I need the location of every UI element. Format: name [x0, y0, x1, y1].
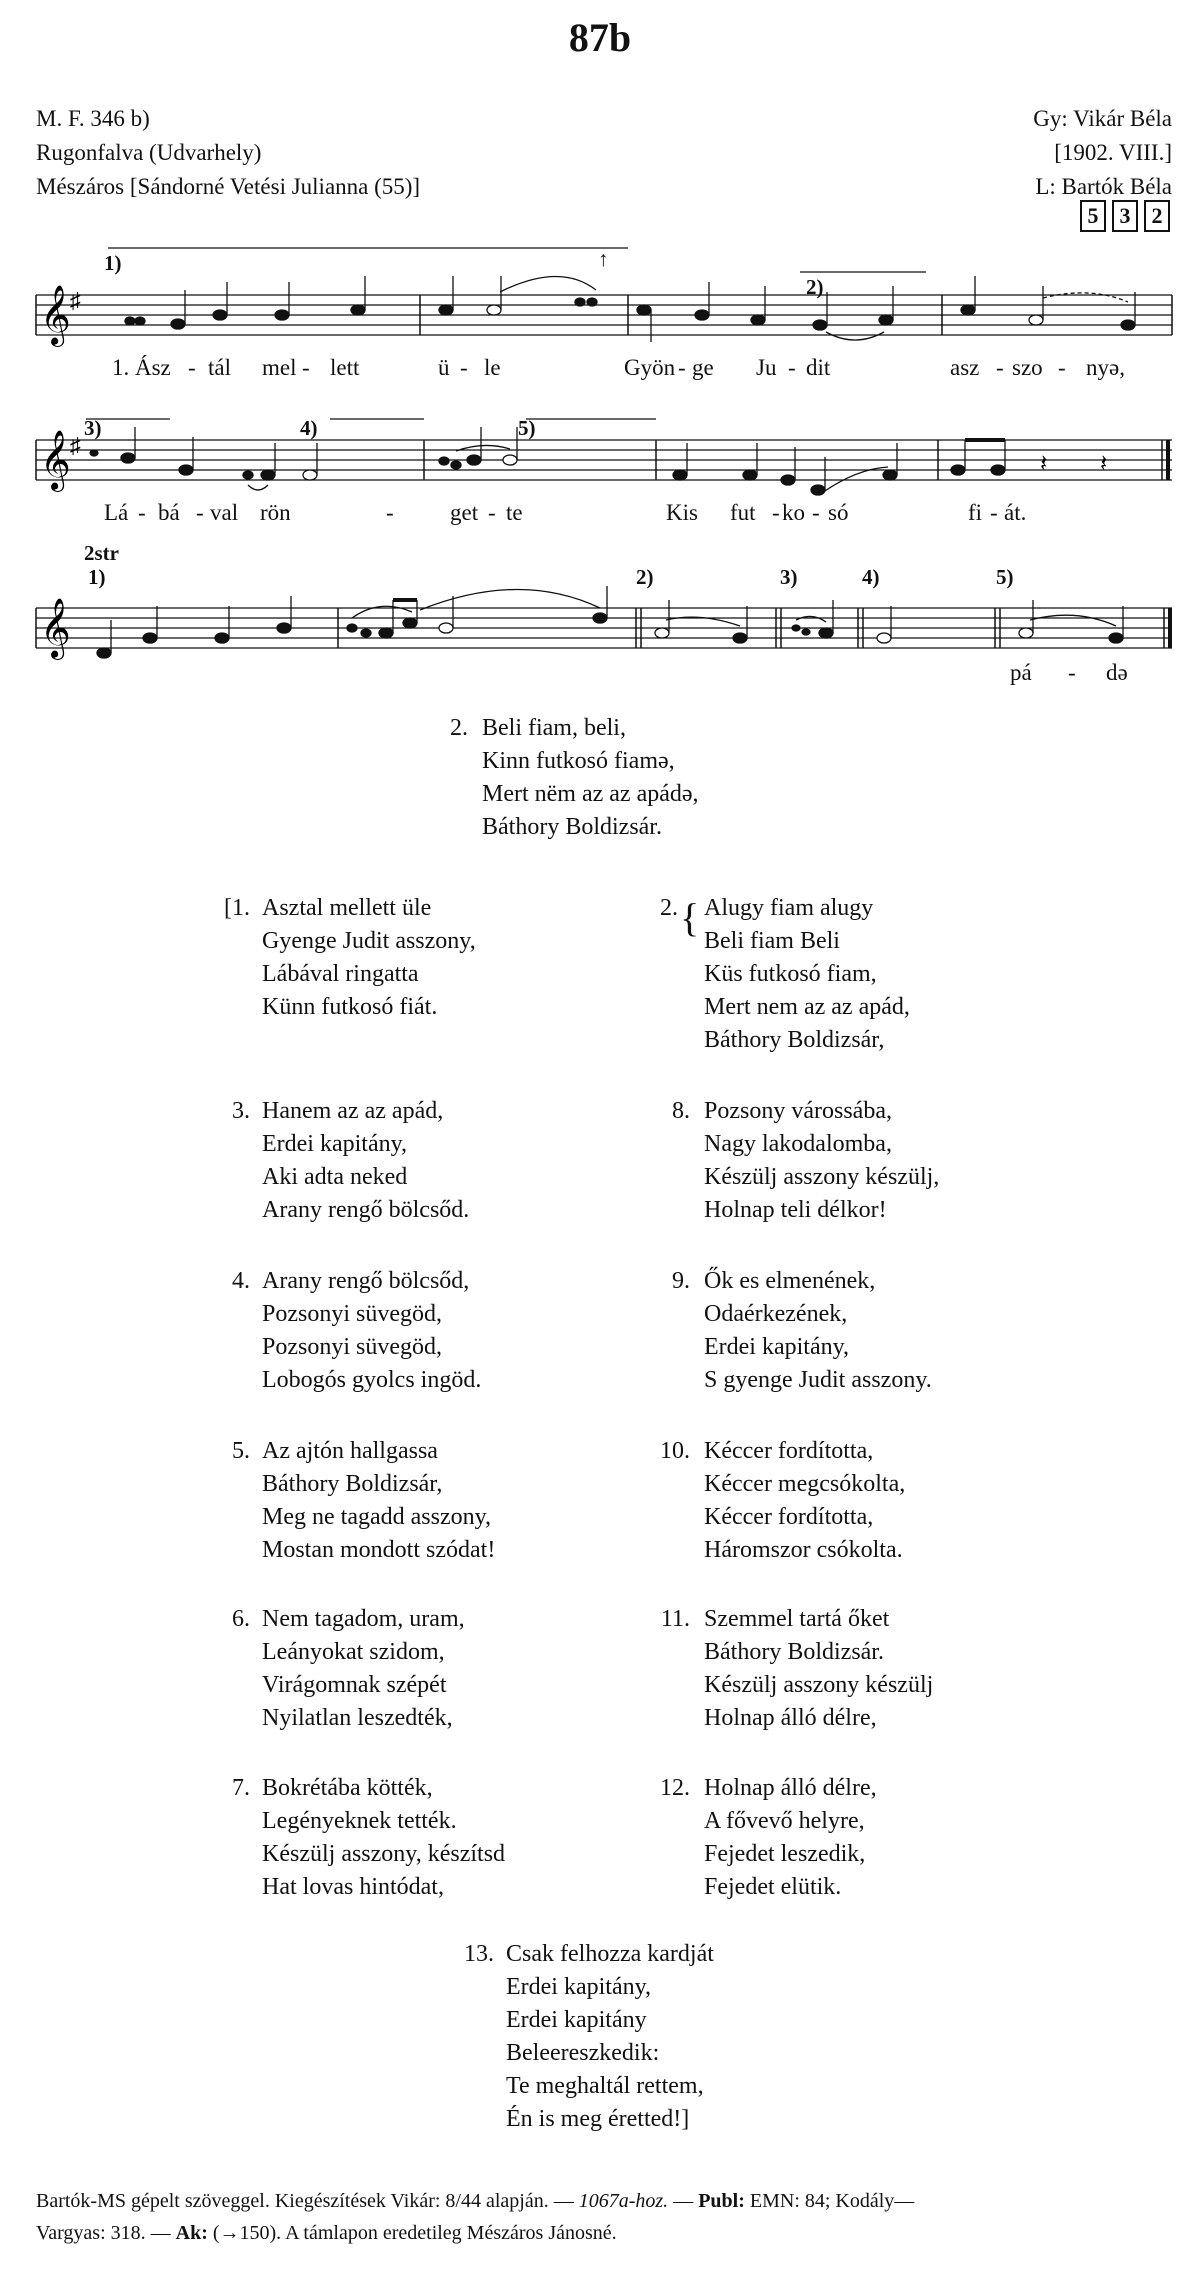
page-title: 87b	[568, 15, 632, 60]
lyric-syllable: nyə,	[1086, 355, 1125, 380]
stanza-line: Pozsonyi süvegöd,	[262, 1301, 442, 1327]
cadence-box: 5	[1080, 200, 1106, 232]
stanza-line: Kinn futkosó fiamə,	[482, 748, 675, 774]
lyric-syllable: bá	[158, 500, 180, 525]
stanza-line: Aki adta neked	[262, 1164, 408, 1190]
footnote-line-1	[36, 2185, 1176, 2217]
stanza-line: Csak felhozza kardját	[506, 1941, 714, 1967]
stanza-line: Gyenge Judit asszony,	[262, 928, 476, 954]
lyric-syllable: át.	[1004, 500, 1027, 525]
stanza-12-block	[640, 1772, 877, 1904]
stanza-line: Báthory Boldizsár.	[482, 814, 662, 840]
footnote-reference: 1067a-hoz.	[578, 2190, 669, 2212]
stanza-2-block	[420, 712, 699, 844]
treble-clef-icon: 𝄞	[40, 600, 71, 657]
stanza-line: Odaérkezének,	[704, 1301, 848, 1327]
stanza-7-block	[200, 1772, 505, 1904]
stanza-line: Báthory Boldizsár.	[704, 1639, 884, 1665]
variant-marker: 1)	[104, 251, 122, 275]
footnote-text: (→150). A támlapon eredetileg Mészáros Jánosné.	[207, 2222, 617, 2244]
sharp-icon: ♯	[70, 288, 81, 313]
lyric-syllable: -	[302, 355, 310, 380]
stanza-1-block	[200, 892, 476, 1024]
stanza-line: Fejedet elütik.	[704, 1874, 842, 1900]
variant-marker: 4)	[862, 565, 880, 589]
stanza-line: Nagy lakodalomba,	[704, 1131, 892, 1157]
stanza-line: Erdei kapitány,	[704, 1334, 850, 1360]
variant-marker: 3)	[780, 565, 798, 589]
stanza-line: Küs futkosó fiam,	[704, 961, 877, 987]
stanza-line: S gyenge Judit asszony.	[704, 1367, 932, 1393]
stanza-line: Lábával ringatta	[262, 961, 419, 987]
music-system-3	[0, 540, 1200, 690]
stanza-line: Virágomnak szépét	[262, 1672, 447, 1698]
stanza-line: Mostan mondott szódat!	[262, 1537, 496, 1563]
variant-marker: 2)	[806, 275, 824, 299]
stanza-number: 9.	[672, 1268, 690, 1294]
lyrics-line-1	[112, 355, 1125, 380]
lyric-syllable: szo	[1012, 355, 1043, 380]
stanza-line: Bokrétába kötték,	[262, 1775, 433, 1801]
stanza-line: Asztal mellett üle	[262, 895, 432, 921]
stanza-line: Báthory Boldizsár,	[262, 1471, 443, 1497]
stanza-line: Kéccer fordította,	[704, 1504, 874, 1530]
lyric-syllable: -	[990, 500, 998, 525]
stanza-number: 6.	[232, 1606, 250, 1632]
stanza-line: Arany rengő bölcsőd.	[262, 1197, 470, 1223]
lyric-syllable: 1. Ász	[112, 355, 171, 380]
stanza-line: Készülj asszony készülj	[704, 1672, 934, 1698]
stanza-number: 8.	[672, 1098, 690, 1124]
stanza-number: 5.	[232, 1438, 250, 1464]
lyric-syllable: -	[138, 500, 146, 525]
stanza-10-block	[640, 1435, 905, 1567]
lyric-syllable: mel	[262, 355, 297, 380]
lyric-syllable: -	[812, 500, 820, 525]
stanza-label: 2str	[84, 541, 119, 565]
lyric-syllable: ü	[438, 355, 450, 380]
notes	[97, 586, 1123, 658]
footnote-line-2	[36, 2217, 1176, 2249]
stanza-number: 4.	[232, 1268, 250, 1294]
footnote-label: Publ:	[698, 2190, 745, 2212]
lyric-syllable: Lá	[104, 500, 129, 525]
stanza-line: Hanem az az apád,	[262, 1098, 444, 1124]
stanza-line: Készülj asszony, készítsd	[262, 1841, 506, 1867]
lyric-syllable: ge	[692, 355, 714, 380]
lyric-syllable: -	[1068, 660, 1076, 685]
stanza-number: 7.	[232, 1775, 250, 1801]
stanza-line: Pozsonyi süvegöd,	[262, 1334, 442, 1360]
stanza-line: Fejedet leszedik,	[704, 1841, 866, 1867]
stanza-2-variant-block	[640, 892, 910, 1057]
lyric-syllable: get	[450, 500, 479, 525]
variant-marker: 5)	[996, 565, 1014, 589]
stanza-number: 2.	[660, 895, 678, 921]
lyric-syllable: fut	[730, 500, 756, 525]
lyric-syllable: -	[678, 355, 686, 380]
arrow-icon: ↑	[598, 247, 609, 271]
stanza-line: Készülj asszony készülj,	[704, 1164, 940, 1190]
stanza-3-block	[200, 1095, 469, 1227]
cadence-boxes	[1080, 200, 1170, 232]
stanza-line: Kéccer fordította,	[704, 1438, 874, 1464]
location: Rugonfalva (Udvarhely)	[36, 140, 262, 165]
slurs	[248, 445, 888, 493]
collection-number: M. F. 346 b)	[36, 106, 150, 131]
stanza-6-block	[200, 1603, 465, 1735]
stanza-number: 13.	[464, 1941, 494, 1967]
lyrics-line-2	[104, 500, 1026, 525]
lyric-syllable: -	[772, 500, 780, 525]
stanza-number: 2.	[450, 715, 468, 741]
cadence-box: 2	[1144, 200, 1170, 232]
lyric-syllable: -	[788, 355, 796, 380]
stanza-line: Erdei kapitány,	[262, 1131, 408, 1157]
lyric-syllable: tál	[208, 355, 231, 380]
stanza-number: 12.	[660, 1775, 690, 1801]
stanza-line: Báthory Boldizsár,	[704, 1027, 885, 1053]
stanza-line: A fővevő helyre,	[704, 1808, 865, 1834]
stanza-5-block	[200, 1435, 495, 1567]
sharp-icon: ♯	[70, 433, 81, 458]
stanza-line: Kéccer megcsókolta,	[704, 1471, 906, 1497]
stanza-line: Meg ne tagadd asszony,	[262, 1504, 492, 1530]
lyric-syllable: Gyön	[624, 355, 676, 380]
stanza-line: Beleereszkedik:	[506, 2040, 660, 2066]
lyric-syllable: asz	[950, 355, 980, 380]
footnote-text: —	[668, 2190, 699, 2212]
lyric-syllable: rön	[260, 500, 291, 525]
lyric-syllable: -	[386, 500, 394, 525]
lyric-syllable: də	[1106, 660, 1128, 685]
lyric-syllable: -	[488, 500, 496, 525]
stanza-line: Nem tagadom, uram,	[262, 1606, 465, 1632]
stanza-line: Szemmel tartá őket	[704, 1606, 890, 1632]
lyric-syllable: -	[196, 500, 204, 525]
treble-clef-icon: 𝄞	[40, 287, 71, 344]
stanza-line: Legényeknek tették.	[262, 1808, 457, 1834]
cadence-box: 3	[1112, 200, 1138, 232]
stanza-line: Én is meg éretted!]	[506, 2106, 690, 2132]
lyric-syllable: val	[210, 500, 239, 525]
variant-marker: 3)	[84, 416, 102, 440]
stanza-line: Mert nem az az apád,	[704, 994, 910, 1020]
stanza-line: Arany rengő bölcsőd,	[262, 1268, 470, 1294]
notes	[125, 276, 1135, 342]
stanza-line: Lobogós gyolcs ingöd.	[262, 1367, 482, 1393]
stanza-line: Erdei kapitány,	[506, 1974, 652, 2000]
stanza-line: Ők es elmenének,	[704, 1268, 876, 1294]
lyric-syllable: só	[828, 500, 849, 525]
stanza-line: Holnap álló délre,	[704, 1775, 877, 1801]
collection-date: [1902. VIII.]	[1054, 140, 1172, 165]
footnote-label: Ak:	[175, 2222, 208, 2244]
stanza-4-block	[200, 1265, 481, 1397]
stanza-13-block	[444, 1938, 714, 2136]
lyric-syllable: Kis	[666, 500, 698, 525]
rest-icon: 𝄽	[1100, 451, 1108, 477]
lyric-syllable: -	[460, 355, 468, 380]
stanza-number: 11.	[660, 1606, 690, 1632]
source-info	[36, 102, 420, 204]
stanza-line: Holnap álló délre,	[704, 1705, 877, 1731]
treble-clef-icon: 𝄞	[40, 432, 71, 489]
footnote	[36, 2185, 1176, 2249]
stanza-line: Holnap teli délkor!	[704, 1197, 887, 1223]
stanza-line: Leányokat szidom,	[262, 1639, 445, 1665]
stanza-line: Beli fiam, beli,	[482, 715, 626, 741]
stanza-line: Te meghaltál rettem,	[506, 2073, 704, 2099]
lyric-syllable: lett	[330, 355, 360, 380]
performer: Mészáros [Sándorné Vetési Julianna (55)]	[36, 174, 421, 199]
collector: Gy: Vikár Béla	[1033, 106, 1172, 131]
music-system-1	[0, 240, 1200, 390]
stanza-line: Künn futkosó fiát.	[262, 994, 438, 1020]
transcriber: L: Bartók Béla	[1035, 174, 1172, 199]
stanza-line: Nyilatlan leszedték,	[262, 1705, 453, 1731]
music-system-2	[0, 405, 1200, 535]
footnote-text: Bartók-MS gépelt szöveggel. Kiegészítések Vikár: 8/44 alapján. —	[36, 2190, 579, 2212]
staff-lines	[36, 295, 1172, 335]
lyric-syllable: le	[484, 355, 501, 380]
lyric-syllable: te	[506, 500, 523, 525]
stanza-line: Alugy fiam alugy	[704, 895, 874, 921]
lyric-syllable: dit	[806, 355, 831, 380]
lyric-syllable: -	[996, 355, 1004, 380]
stanza-line: Háromszor csókolta.	[704, 1537, 903, 1563]
lyric-syllable: pá	[1010, 660, 1032, 685]
stanza-line: Beli fiam Beli	[704, 928, 840, 954]
brace-icon: {	[680, 895, 700, 940]
stanza-9-block	[640, 1265, 932, 1397]
stanza-line: Mert nëm az az apádə,	[482, 781, 699, 807]
lyric-syllable: -	[188, 355, 196, 380]
variant-marker: 5)	[518, 416, 536, 440]
stanza-line: Hat lovas hintódat,	[262, 1874, 444, 1900]
lyric-syllable: ko	[782, 500, 805, 525]
lyric-syllable: Ju	[756, 355, 777, 380]
notes	[90, 427, 1005, 495]
stanza-11-block	[640, 1603, 933, 1735]
stanza-line: Pozsony várossába,	[704, 1098, 892, 1124]
collector-info	[1033, 102, 1172, 204]
stanza-line: Erdei kapitány	[506, 2007, 647, 2033]
rest-icon: 𝄽	[1040, 451, 1048, 477]
stanza-number: 3.	[232, 1098, 250, 1124]
lyric-syllable: -	[1058, 355, 1066, 380]
variant-marker: 1)	[88, 565, 106, 589]
stanza-8-block	[640, 1095, 939, 1227]
variant-marker: 4)	[300, 416, 318, 440]
footnote-text: Vargyas: 318. —	[36, 2222, 176, 2244]
lyric-syllable: fi	[968, 500, 983, 525]
stanza-number: 10.	[660, 1438, 690, 1464]
variant-marker: 2)	[636, 565, 654, 589]
stanza-line: Az ajtón hallgassa	[262, 1438, 438, 1464]
footnote-text: EMN: 84; Kodály—	[744, 2190, 915, 2212]
stanza-number: [1.	[224, 895, 250, 921]
lyrics-line-3	[1010, 660, 1128, 685]
